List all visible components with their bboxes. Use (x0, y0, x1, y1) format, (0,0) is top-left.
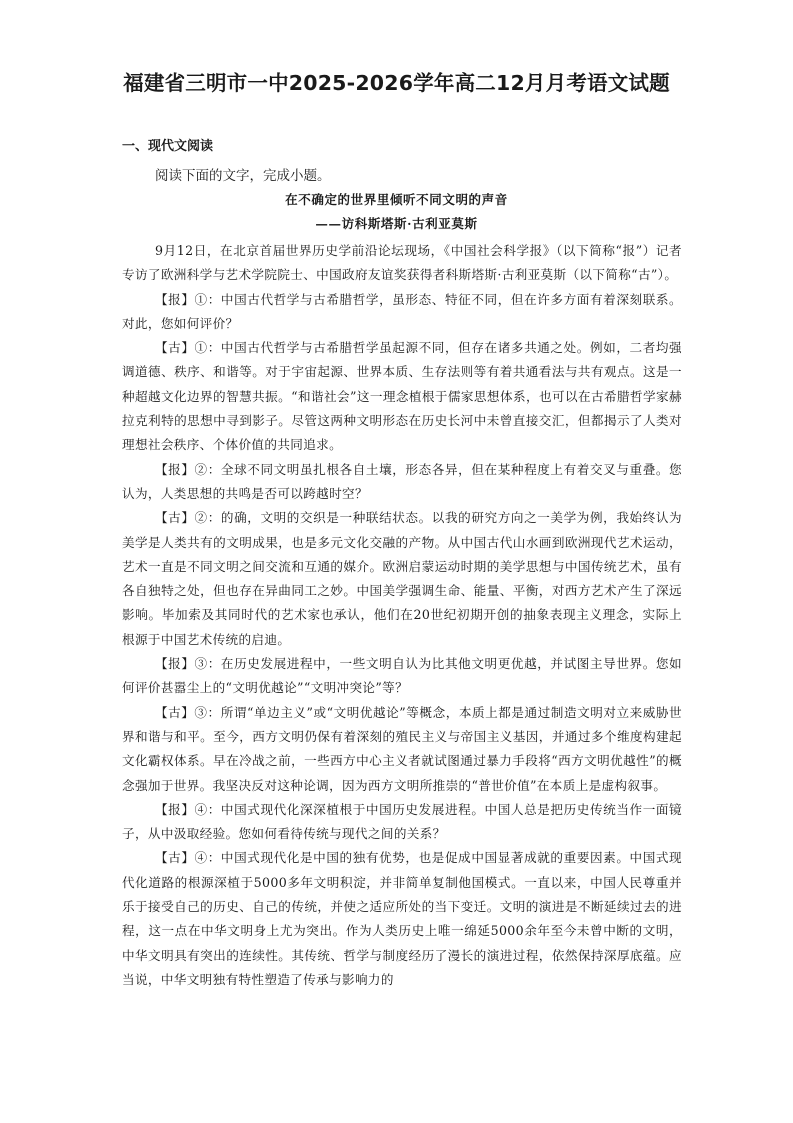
question-paragraph-4: 【报】④：中国式现代化深深植根于中国历史发展进程。中国人总是把历史传统当作一面镜子，从中汲取经验。您如何看待传统与现代之间的关系？ (122, 801, 682, 842)
answer-paragraph-1: 【古】①：中国古代哲学与古希腊哲学虽起源不同，但存在诸多共通之处。例如，二者均强调道德、秩序、和谐等。对于宇宙起源、世界本质、生存法则等有着共通看法与共有观点。这是一种超越文化边界的智慧共振。“和谐社会”这一理念植根于儒家思想体系，也可以在古希腊哲学家赫拉克利特的思想中寻到影子。尽管这两种文明形态在历史长河中未曾直接交汇，但都揭示了人类对理想社会秩序、个体价值的共同追求。 (122, 340, 682, 453)
question-paragraph-3: 【报】③：在历史发展进程中，一些文明自认为比其他文明更优越，并试图主导世界。您如何评价甚嚣尘上的“文明优越论”“文明冲突论”等？ (122, 656, 682, 696)
page-title: 福建省三明市一中2025-2026学年高二12月月考语文试题 (123, 71, 670, 95)
section-heading: 一、现代文阅读 (122, 139, 214, 154)
article-title: 在不确定的世界里倾听不同文明的声音 (285, 192, 508, 207)
question-paragraph-2: 【报】②：全球不同文明虽扎根各自土壤，形态各异，但在某种程度上有着交叉与重叠。您认为，人类思想的共鸣是否可以跨越时空？ (122, 461, 682, 501)
answer-paragraph-3: 【古】③：所谓“单边主义”或“文明优越论”等概念，本质上都是通过制造文明对立来威胁世界和谐与和平。至今，西方文明仍保有着深刻的殖民主义与帝国主义基因，并通过多个维度构建起文化霸权体系。早在冷战之前，一些西方中心主义者就试图通过暴力手段将“西方文明优越性”的概念强加于世界。我坚决反对这种论调，因为西方文明所推崇的“普世价值”在本质上是虚构叙事。 (122, 704, 682, 793)
instruction-text: 阅读下面的文字，完成小题。 (155, 168, 331, 184)
article-body (122, 239, 682, 992)
intro-paragraph: 9月12日，在北京首届世界历史学前沿论坛现场，《中国社会科学报》（以下简称“报”）记者专访了欧洲科学与艺术学院院士、中国政府友谊奖获得者科斯塔斯·古利亚莫斯（以下简称“古”）。 (122, 243, 682, 283)
question-paragraph-1: 【报】①：中国古代哲学与古希腊哲学，虽形态、特征不同，但在许多方面有着深刻联系。对此，您如何评价？ (122, 291, 682, 331)
answer-paragraph-4: 【古】④：中国式现代化是中国的独有优势，也是促成中国显著成就的重要因素。中国式现代化道路的根源深植于5000多年文明积淀，并非简单复制他国模式。一直以来，中国人民尊重并乐于接受自己的历史、自己的传统，并使之适应所处的当下变迁。文明的演进是不断延续过去的进程，这一点在中华文明身上尤为突出。作为人类历史上唯一绵延5000余年至今未曾中断的文明，中华文明具有突出的连续性。其传统、哲学与制度经历了漫长的演进过程，依然保持深厚底蕴。应当说，中华文明独有特性塑造了传承与影响力的 (122, 850, 682, 987)
answer-paragraph-2: 【古】②：的确，文明的交织是一种联结状态。以我的研究方向之一美学为例，我始终认为美学是人类共有的文明成果，也是多元文化交融的产物。从中国古代山水画到欧洲现代艺术运动，艺术一直是不同文明之间交流和互通的媒介。欧洲启蒙运动时期的美学思想与中国传统艺术，虽有各自独特之处，但也存在异曲同工之妙。中国美学强调生命、能量、平衡，对西方艺术产生了深远影响。毕加索及其同时代的艺术家也承认，他们在20世纪初期开创的抽象表现主义理念，实际上根源于中国艺术传统的启迪。 (122, 510, 682, 647)
article-subtitle: ——访科斯塔斯·古利亚莫斯 (315, 216, 478, 231)
